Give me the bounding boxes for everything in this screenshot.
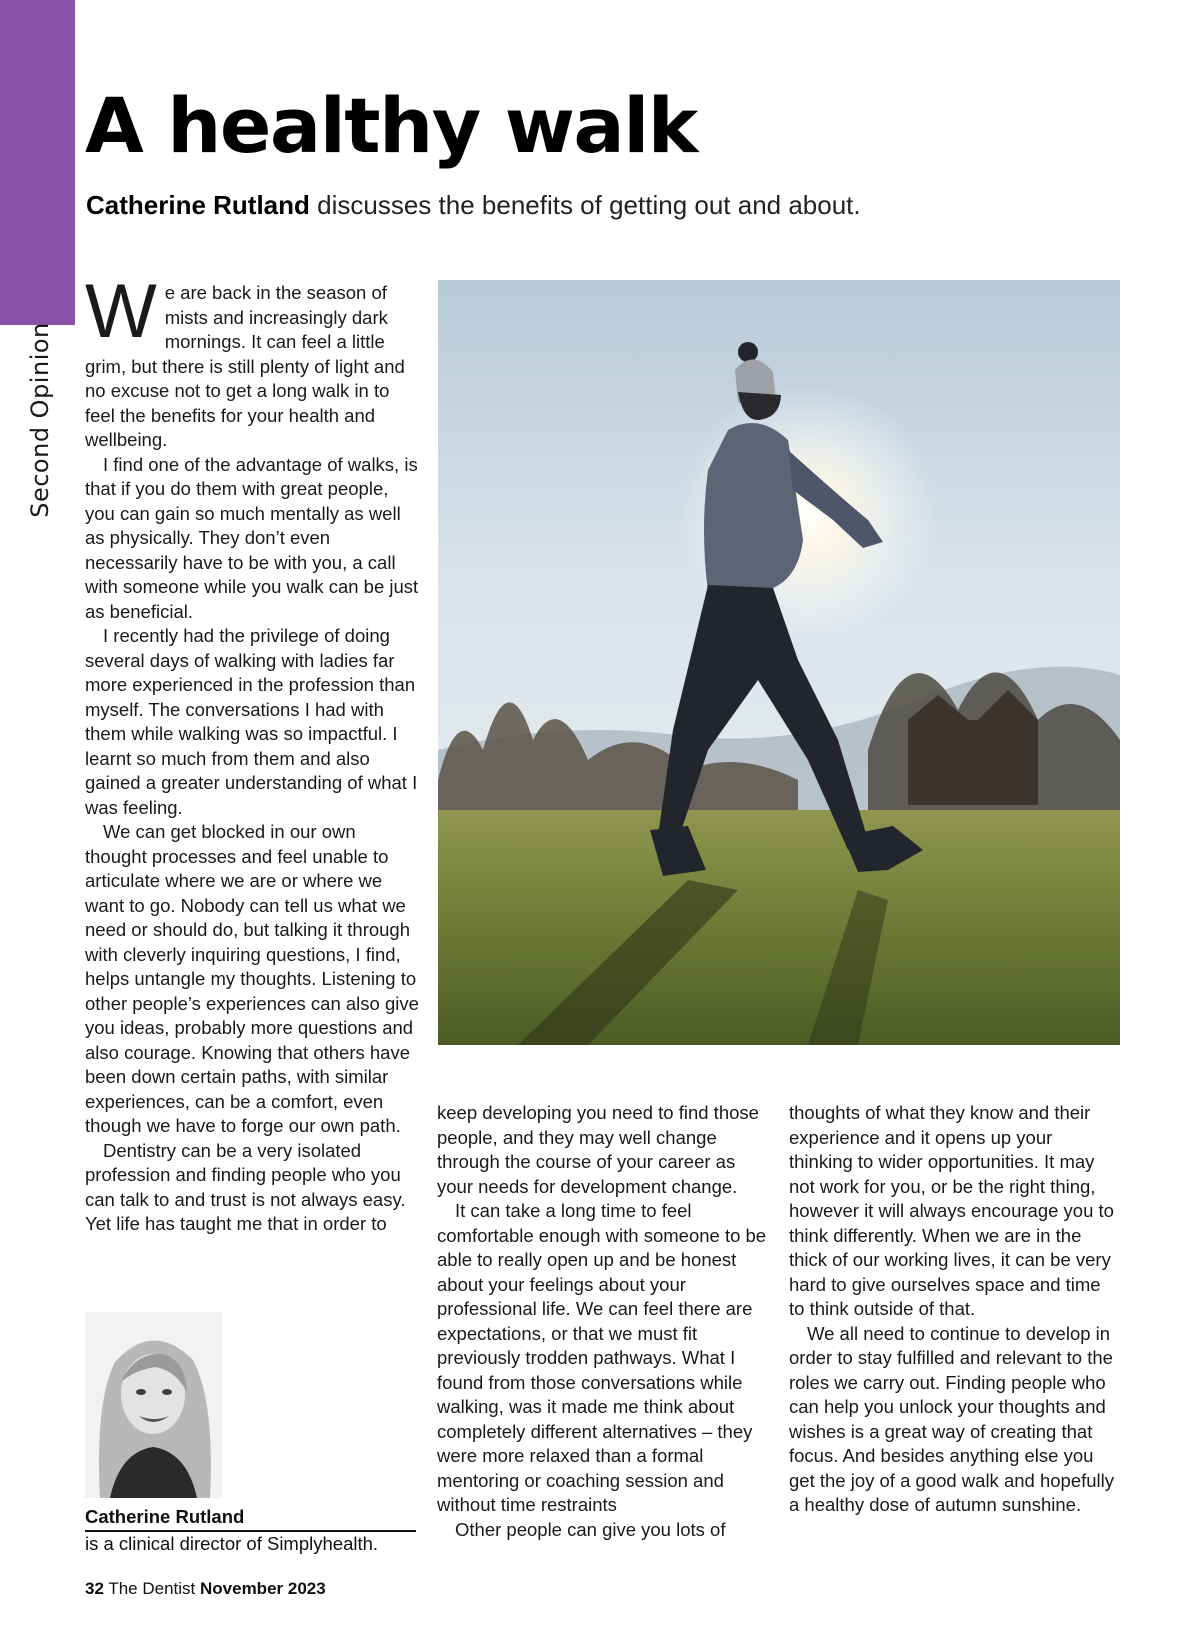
section-color-tab — [0, 0, 75, 325]
article-title: A healthy walk — [85, 81, 697, 170]
body-column-3 — [789, 1101, 1119, 1518]
paragraph-4: We can get blocked in our own thought processes and feel unable to articulate where we are or where we want to go. Nobody can tell us what we need or should do, but talking it through with cleverly inquiring questions, I find, helps untangle my thoughts. Listening to other people’s experiences can also give you ideas, probably more questions and also courage. Knowing that others have been down certain paths, with similar experiences, can be a comfort, even though we have to forge our own path. — [85, 821, 419, 1136]
body-column-1 — [85, 269, 420, 1237]
paragraph-7: Other people can give you lots of — [455, 1518, 726, 1540]
paragraph-2: I find one of the advantage of walks, is that if you do them with great people, you can gain so much mentally as well as physically. They don’t even necessarily have to be with you, a call with someone while you walk can be just as beneficial. — [85, 453, 419, 622]
paragraph-6: It can take a long time to feel comfortable enough with someone to be able to really open up and be honest about your feelings about your professional life. We can feel there are expectations, or that we must fit previously trodden pathways. What I found from those conversations while walking, was it made me think about completely different alternatives – they were more relaxed than a formal mentoring or coaching session and without time restraints — [437, 1200, 767, 1515]
paragraph-7-continued: thoughts of what they know and their experience and it opens up your thinking to wider opportunities. It may not work for you, or be the right thing, however it will always encourage you to think differently. When we are in the thick of our working lives, it can be very hard to give ourselves space and time to think outside of that. — [789, 1102, 1114, 1319]
page-footer — [85, 1579, 326, 1599]
author-role: is a clinical director of Simplyhealth. — [85, 1533, 379, 1554]
paragraph-1: We are back in the season of mists and increasingly dark mornings. It can feel a little grim, but there is still plenty of light and no excuse not to get a long walk in to feel the benefits for your health and wellbeing. — [85, 269, 405, 450]
issue-date: November 2023 — [200, 1579, 326, 1598]
paragraph-8: We all need to continue to develop in order to stay fulfilled and relevant to the roles we carry out. Finding people who can help you unlock your thoughts and wishes is a great way of creating that focus. And besides anything else you get the joy of a good walk and hopefully a healthy dose of autumn sunshine. — [789, 1322, 1115, 1515]
author-name: Catherine Rutland — [85, 1505, 416, 1532]
page-number: 32 — [85, 1579, 104, 1598]
walking-woman-photo — [438, 280, 1120, 1045]
drop-cap: W — [85, 269, 157, 354]
standfirst-text: discusses the benefits of getting out and about. — [309, 190, 861, 220]
author-portrait — [85, 1312, 222, 1498]
standfirst-author: Catherine Rutland — [86, 190, 310, 220]
publication-name: The Dentist — [103, 1579, 200, 1598]
section-label: Second Opinion — [26, 322, 54, 518]
paragraph-5: Dentistry can be a very isolated profession and finding people who you can talk to and trust is not always easy. Yet life has taught me that in order to — [85, 1139, 406, 1234]
article-standfirst — [86, 190, 861, 221]
paragraph-3: I recently had the privilege of doing several days of walking with ladies far more experienced in the profession than myself. The conversations I had with them while walking was so impactful. I learnt so much from them and also gained a greater understanding of what I was feeling. — [85, 625, 418, 818]
body-column-2 — [437, 1101, 770, 1542]
paragraph-5-continued: keep developing you need to find those people, and they may well change through the course of your career as your needs for development change. — [437, 1102, 759, 1197]
